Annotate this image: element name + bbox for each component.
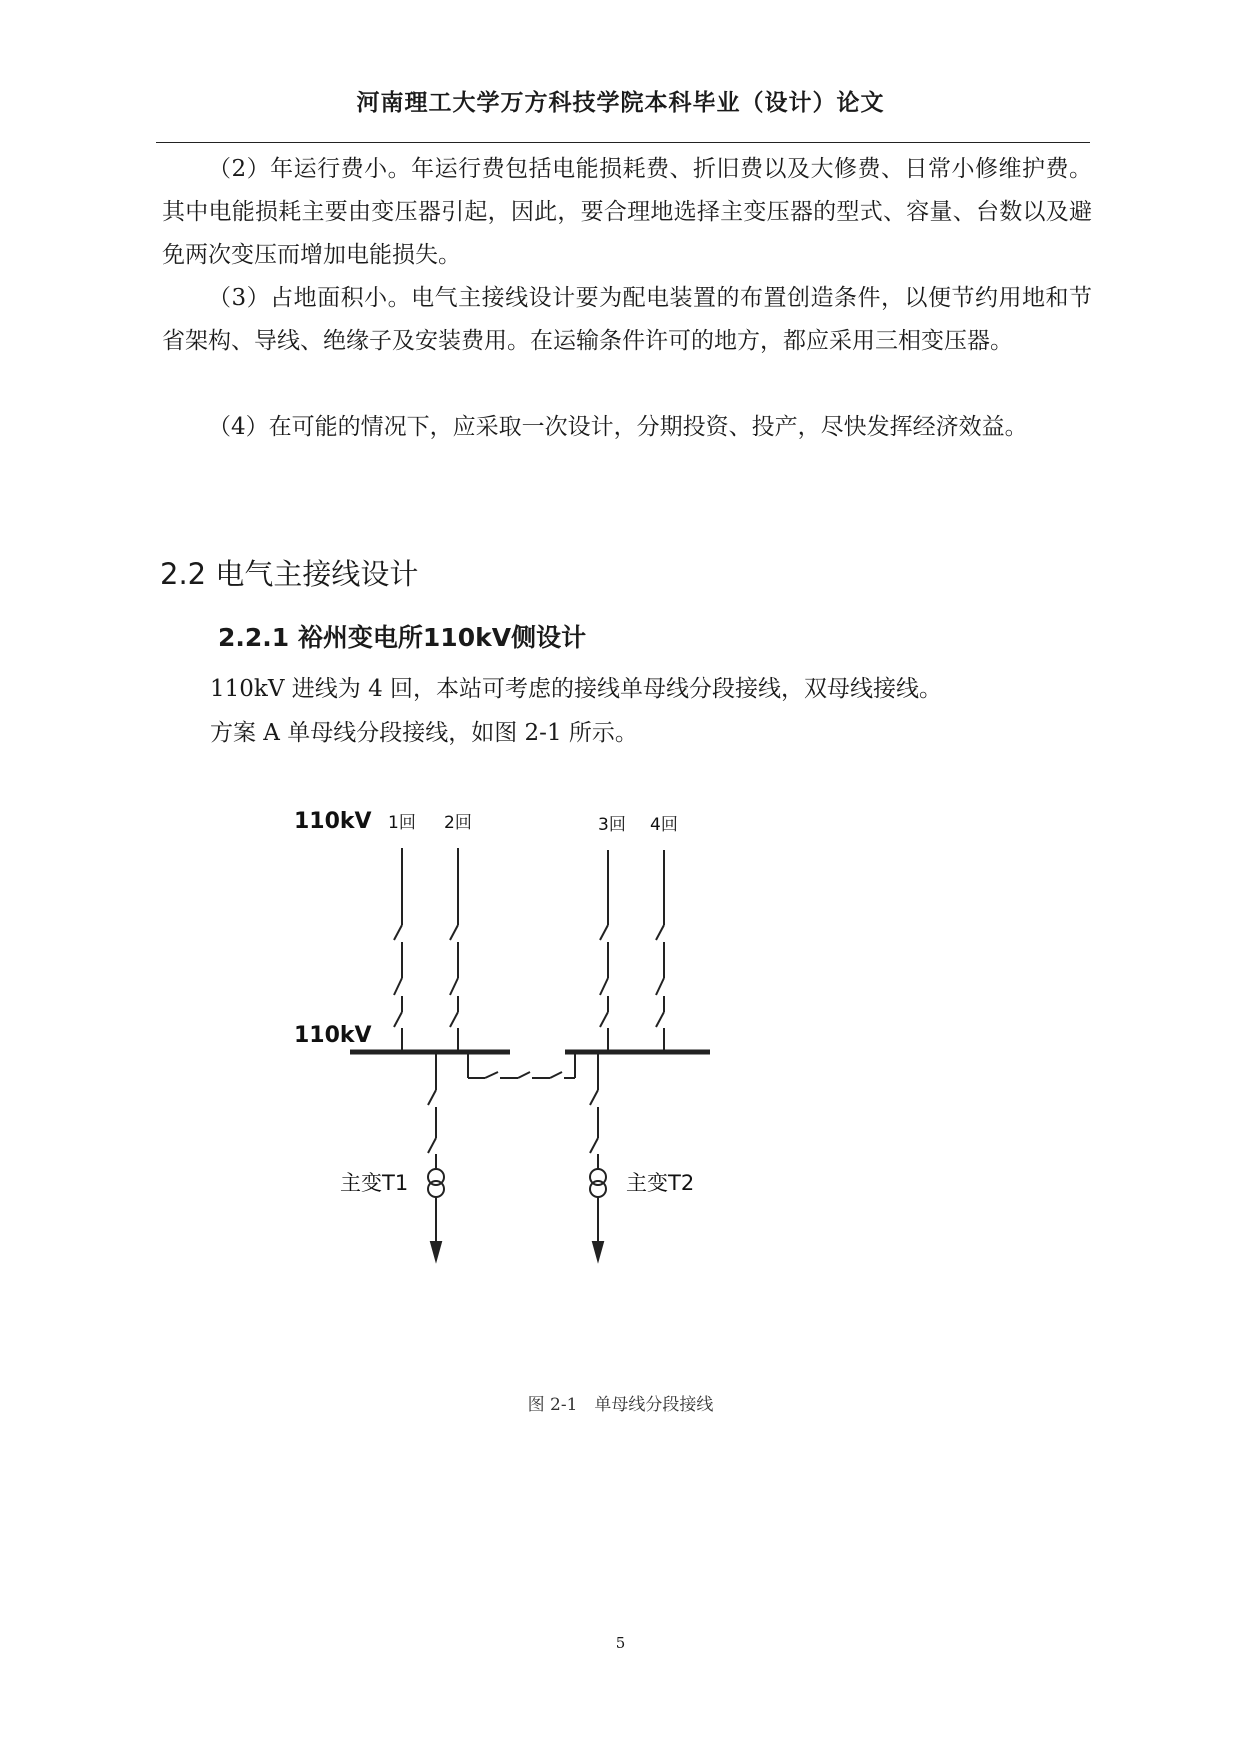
transformer-t1-label: 主变T1: [340, 1171, 409, 1195]
header-rule: [156, 142, 1090, 143]
feeder-label-1: 1回: [388, 813, 416, 833]
feeder-3-line: [600, 850, 608, 1052]
top-voltage-label: 110kV: [294, 809, 372, 834]
feeder-4-line: [656, 850, 664, 1052]
feeder-label-2: 2回: [444, 813, 472, 833]
transformer-t2-branch: [590, 1052, 606, 1260]
feeder-label-3: 3回: [598, 815, 626, 835]
figure-caption: 图 2-1 单母线分段接线: [527, 1395, 714, 1415]
feeder-label-4: 4回: [650, 815, 678, 835]
feeder-2-line: [450, 848, 458, 1052]
paragraph-4: （4）在可能的情况下，应采取一次设计，分期投资、投产，尽快发挥经济效益。: [208, 414, 1028, 440]
subsection-number: 2.2.1: [218, 623, 290, 652]
body-line-1: 110kV 进线为 4 回，本站可考虑的接线单母线分段接线，双母线接线。: [210, 676, 943, 702]
subsection-title: 裕州变电所110kV侧设计: [297, 623, 587, 652]
feeder-1-line: [394, 848, 402, 1052]
page-number: 5: [615, 1634, 626, 1652]
transformer-t1-branch: [428, 1052, 444, 1260]
section-number: 2.2: [160, 557, 207, 591]
paragraph-3: （3）占地面积小。电气主接线设计要为配电装置的布置创造条件，以便节约用地和节省架构、导线、绝缘子及安装费用。在运输条件许可的地方，都应采用三相变压器。: [162, 285, 1092, 354]
bus-tie: [468, 1052, 575, 1078]
paragraph-2: （2）年运行费小。年运行费包括电能损耗费、折旧费以及大修费、日常小修维护费。其中电能损耗主要由变压器引起，因此，要合理地选择主变压器的型式、容量、台数以及避免两次变压而增加电能损失。: [162, 156, 1092, 268]
body-line-2: 方案 A 单母线分段接线，如图 2-1 所示。: [210, 720, 638, 746]
transformer-t2-label: 主变T2: [626, 1171, 695, 1195]
bus-voltage-label: 110kV: [294, 1023, 372, 1048]
section-heading: [160, 552, 418, 593]
page-header: 河南理工大学万方科技学院本科毕业（设计）论文: [356, 90, 885, 116]
subsection-heading: [218, 618, 586, 654]
section-title: 电气主接线设计: [215, 557, 419, 591]
single-bus-sectionalized-diagram: [280, 790, 760, 1320]
